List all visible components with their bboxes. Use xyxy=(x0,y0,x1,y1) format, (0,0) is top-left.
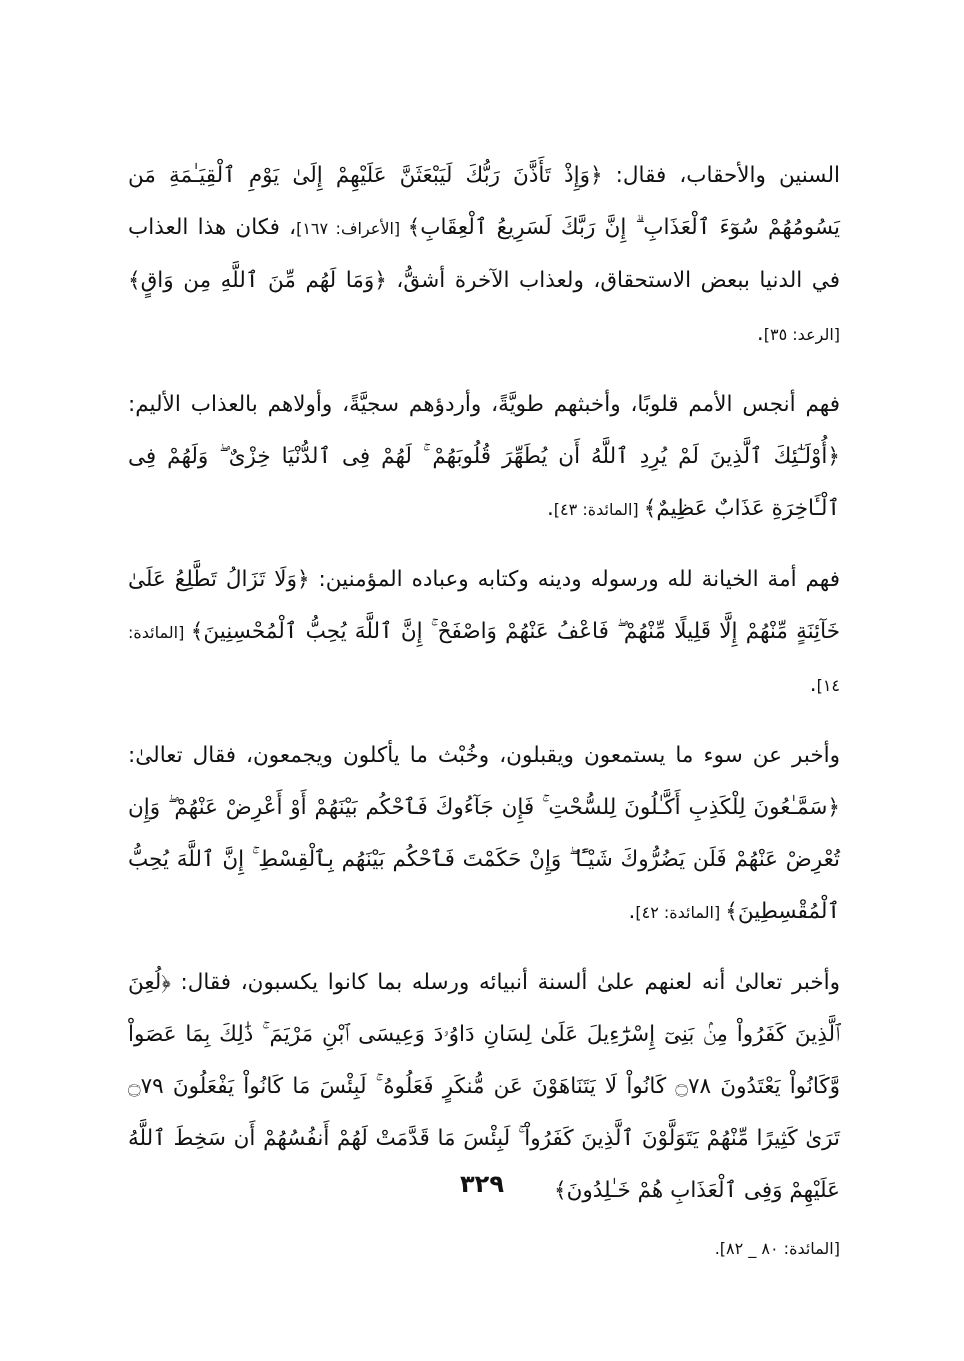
paragraph-3 xyxy=(128,554,840,712)
quran-verse-maidah-14: ﴿وَلَا تَزَالُ تَطَّلِعُ عَلَىٰ خَآئِنَةٍ مِّنْهُمْ إِلَّا قَلِيلًا مِّنْهُمْ ۖ فَاعْفُ عَنْهُمْ وَاصْفَحْ ۚ إِنَّ ٱللَّهَ يُحِبُّ ٱلْمُحْسِنِينَ﴾ xyxy=(128,567,840,644)
page-number: ٣٢٩ xyxy=(460,1170,504,1198)
paragraph-4-intro: وأخبر عن سوء ما يستمعون ويقبلون، وخُبْث ما يأكلون ويجمعون، فقال تعالىٰ: xyxy=(128,743,840,768)
paragraph-3-intro: فهم أمة الخيانة لله ورسوله ودينه وكتابه وعباده المؤمنين: xyxy=(309,567,840,592)
verse-reference-maidah-80-82: [المائدة: ٨٠ _ ٨٢]. xyxy=(714,1239,840,1258)
quran-verse-maidah-78-80: ﴿لُعِنَ ٱلَّذِينَ كَفَرُواْ مِنۢ بَنِىٓ إِسْرَٰٓءِيلَ عَلَىٰ لِسَانِ دَاوُۥدَ وَعِيسَى ٱبْنِ مَرْيَمَ ۚ ذَٰلِكَ بِمَا عَصَواْ وَّكَانُواْ يَعْتَدُونَ ۝٧٨ كَانُواْ لَا يَتَنَاهَوْنَ عَن مُّنكَرٍ فَعَلُوهُ ۚ لَبِئْسَ مَا كَانُواْ يَفْعَلُونَ ۝٧٩ تَرَىٰ كَثِيرًا مِّنْهُمْ يَتَوَلَّوْنَ ٱلَّذِينَ كَفَرُواْ ۚ لَبِئْسَ مَا قَدَّمَتْ لَهُمْ أَنفُسُهُمْ أَن سَخِطَ ٱللَّهُ عَلَيْهِمْ وَفِى ٱلْعَذَابِ هُمْ خَـٰلِدُونَ﴾ xyxy=(128,970,840,1203)
verse-reference-raad: [الرعد: ٣٥] xyxy=(763,325,840,344)
paragraph-5-intro: وأخبر تعالىٰ أنه لعنهم علىٰ ألسنة أنبيائه ورسله بما كانوا يكسبون، فقال: xyxy=(170,970,840,995)
paragraph-2-end: . xyxy=(546,496,554,521)
paragraph-2-intro: فهم أنجس الأمم قلوبًا، وأخبثهم طويَّةً، وأردؤهم سجيَّةً، وأولاهم بالعذاب الأليم: xyxy=(128,392,840,417)
verse-reference-araf: [الأعراف: ١٦٧] xyxy=(296,219,408,238)
page-body xyxy=(128,150,840,1269)
quran-verse-maidah-42: ﴿سَمَّـٰعُونَ لِلْكَذِبِ أَكَّـٰلُونَ لِلسُّحْتِ ۚ فَإِن جَآءُوكَ فَٱحْكُم بَيْنَهُمْ أَوْ أَعْرِضْ عَنْهُمْ ۖ وَإِن تُعْرِضْ عَنْهُمْ فَلَن يَضُرُّوكَ شَيْـًٔا ۖ وَإِنْ حَكَمْتَ فَٱحْكُم بَيْنَهُم بِٱلْقِسْطِ ۚ إِنَّ ٱللَّهَ يُحِبُّ ٱلْمُقْسِطِينَ﴾ xyxy=(128,795,840,924)
paragraph-1 xyxy=(128,150,840,361)
paragraph-1-middle: ، فكان هذا العذاب في الدنيا ببعض الاستحقاق، ولعذاب الآخرة أشقُّ، xyxy=(128,215,840,293)
quran-verse-maidah-43: ﴿أُوْلَـٰٓئِكَ ٱلَّذِينَ لَمْ يُرِدِ ٱللَّهُ أَن يُطَهِّرَ قُلُوبَهُمْ ۚ لَهُمْ فِى ٱلدُّنْيَا خِزْىٌ ۖ وَلَهُمْ فِى ٱلْـَٔاخِرَةِ عَذَابٌ عَظِيمٌ﴾ xyxy=(128,444,840,521)
paragraph-4-end: . xyxy=(628,899,636,924)
paragraph-3-end: . xyxy=(809,672,817,697)
verse-reference-maidah-43: [المائدة: ٤٣] xyxy=(553,500,644,519)
verse-reference-maidah-42: [المائدة: ٤٢] xyxy=(635,903,726,922)
paragraph-1-intro: السنين والأحقاب، فقال: xyxy=(602,163,840,188)
paragraph-4 xyxy=(128,730,840,939)
paragraph-1-end: . xyxy=(756,321,764,346)
quran-verse-araf-167: ﴿وَإِذْ تَأَذَّنَ رَبُّكَ لَيَبْعَثَنَّ عَلَيْهِمْ إِلَىٰ يَوْمِ ٱلْقِيَـٰمَةِ مَن يَسُومُهُمْ سُوٓءَ ٱلْعَذَابِ ۗ إِنَّ رَبَّكَ لَسَرِيعُ ٱلْعِقَابِ﴾ xyxy=(128,163,840,240)
quran-verse-raad-35: ﴿وَمَا لَهُم مِّنَ ٱللَّهِ مِن وَاقٍ﴾ xyxy=(128,268,387,293)
paragraph-2 xyxy=(128,379,840,536)
verse-reference-maidah-14: [المائدة: ١٤] xyxy=(128,623,840,695)
